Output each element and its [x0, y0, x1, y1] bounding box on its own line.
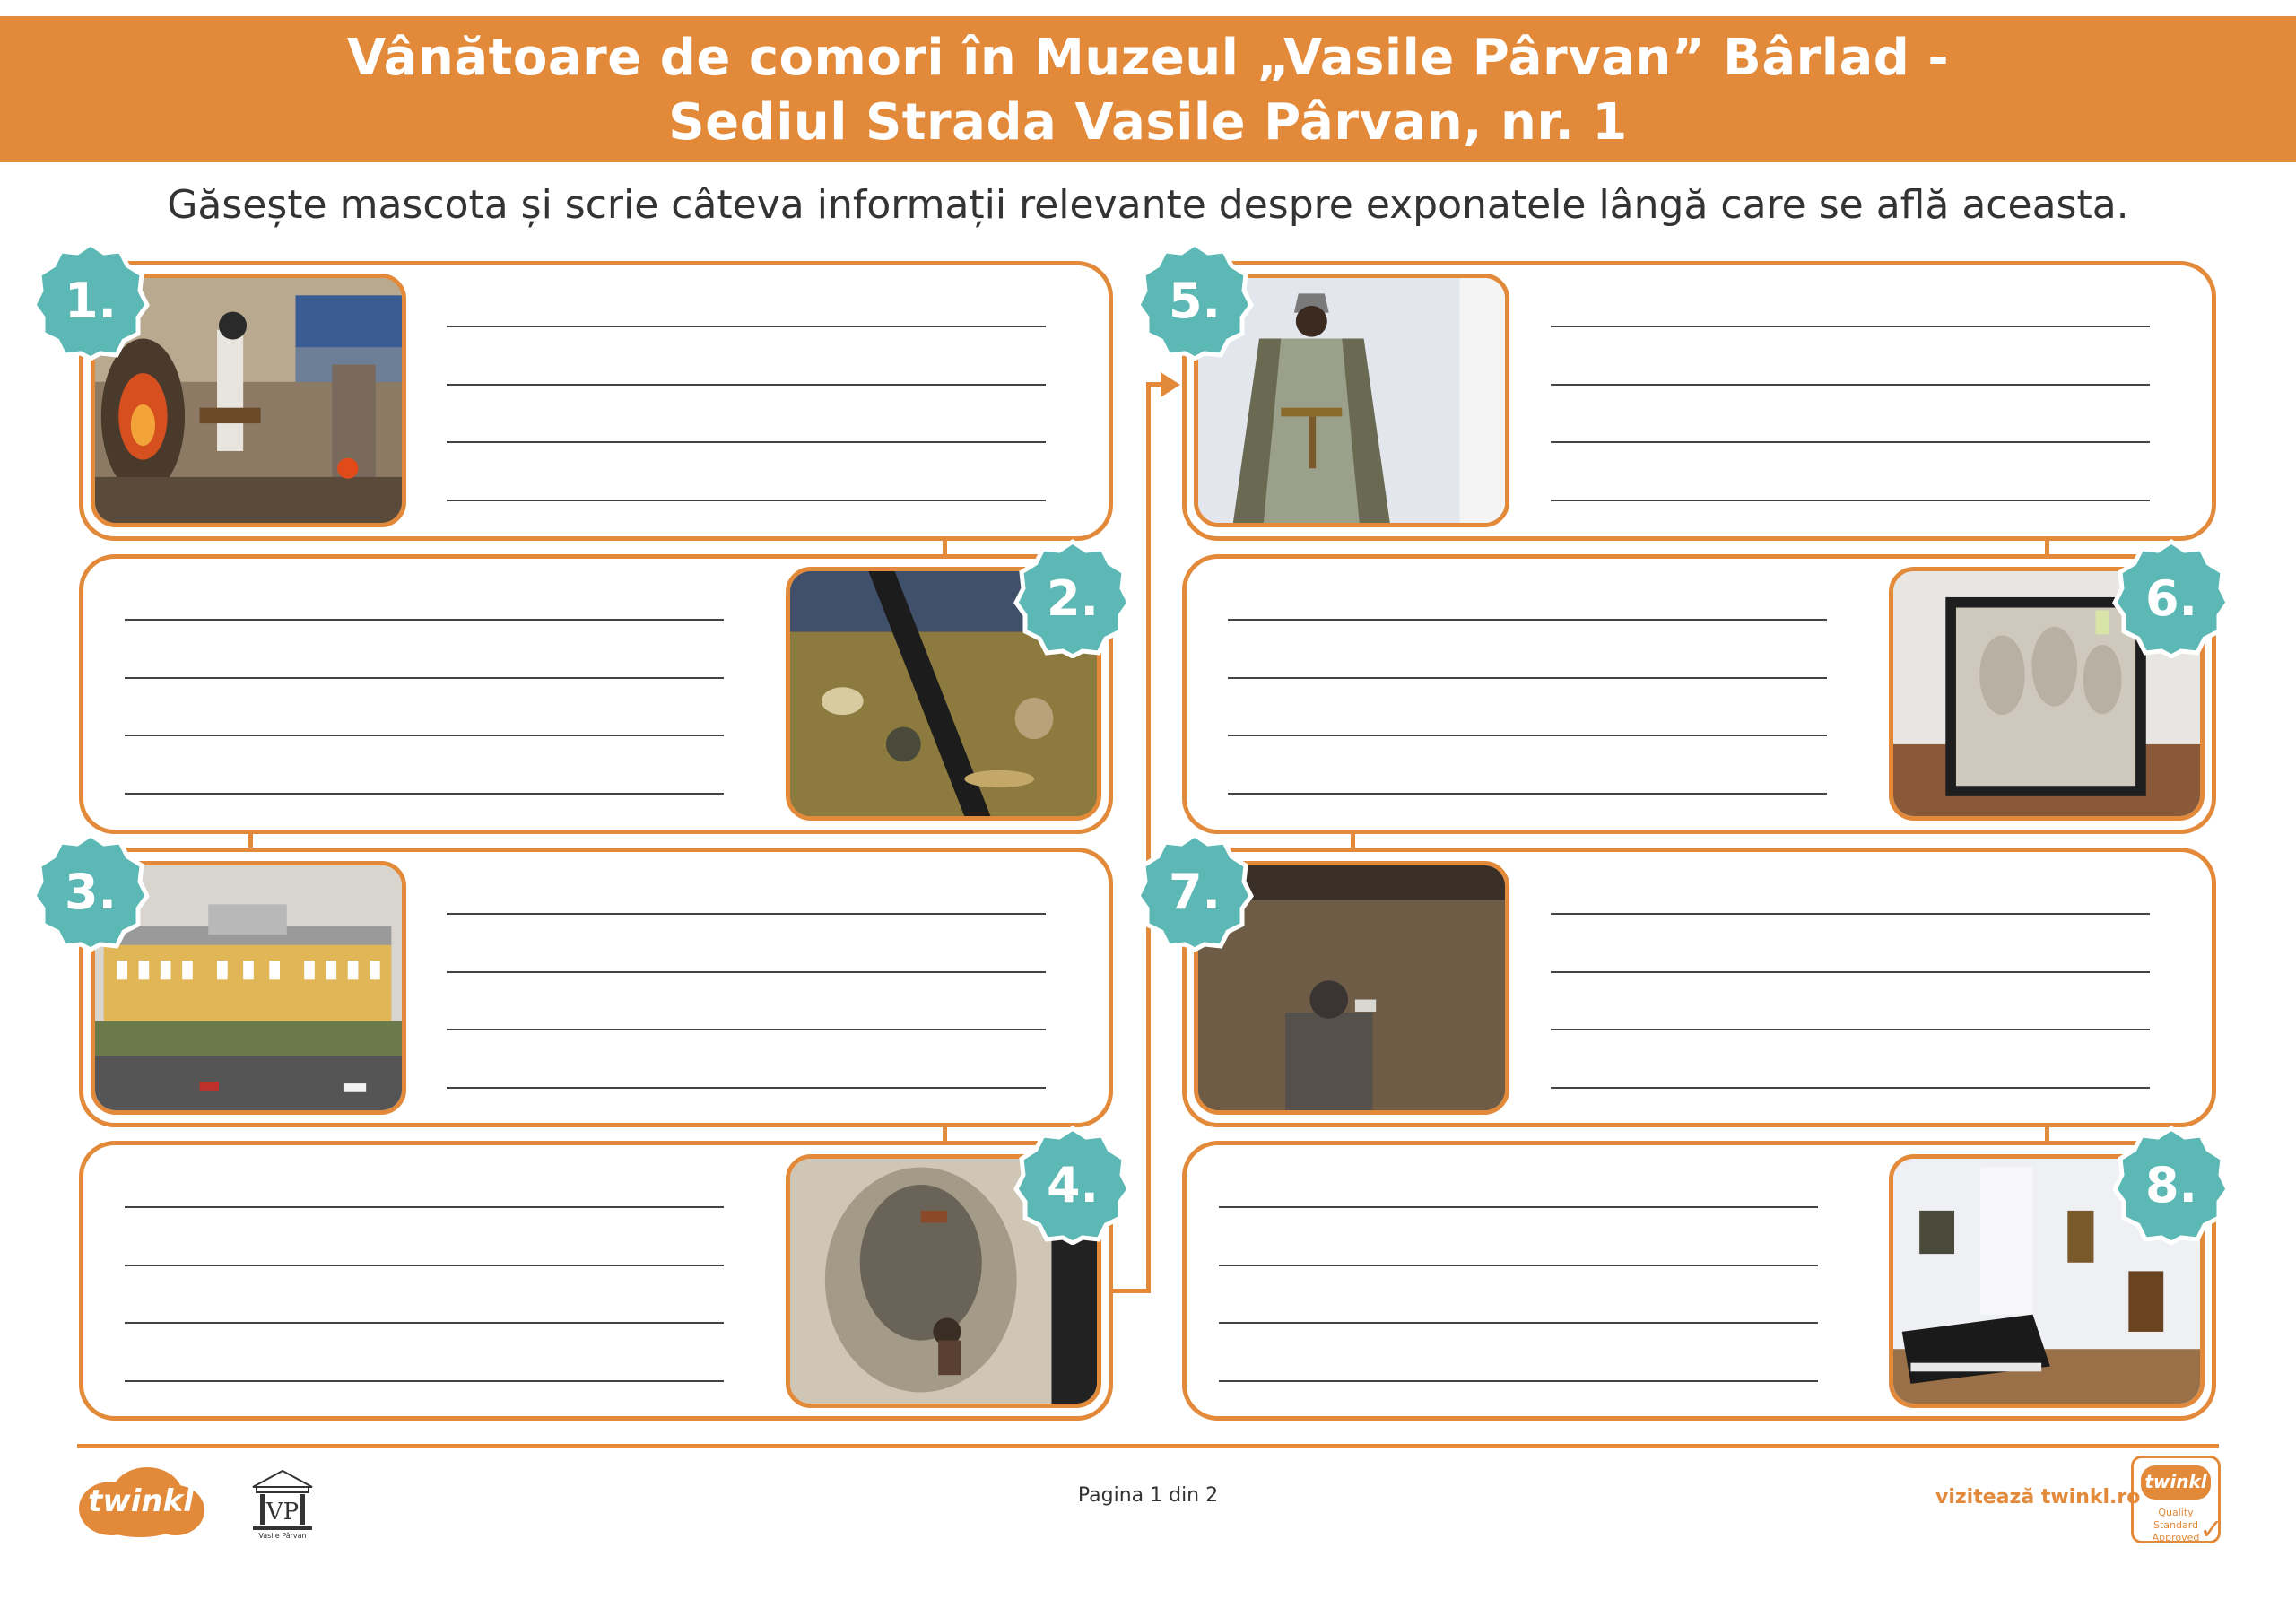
title-line-1: Vânătoare de comori în Muzeul „Vasile Pârvan” Bârlad -: [346, 29, 1950, 87]
write-line: [125, 1206, 724, 1208]
badge-8: [2111, 1125, 2231, 1245]
badge-number-2: 2.: [1046, 570, 1100, 627]
write-line: [1551, 1029, 2150, 1030]
title-line-2: Sediul Strada Vasile Pârvan, nr. 1: [668, 93, 1628, 152]
write-line: [1228, 677, 1827, 679]
badge-5: [1135, 240, 1255, 361]
write-line: [125, 619, 724, 621]
write-line: [1551, 326, 2150, 327]
quality-badge-text: Quality Standard Approved: [2152, 1507, 2200, 1543]
write-line: [125, 735, 724, 736]
badge-number-4: 4.: [1046, 1157, 1100, 1213]
badge-number-5: 5.: [1168, 273, 1222, 329]
arrow-right-icon: [1161, 372, 1180, 397]
write-line: [1551, 500, 2150, 501]
badge-3: [30, 831, 151, 952]
write-line: [447, 500, 1046, 501]
write-line: [447, 1029, 1046, 1030]
badge-number-6: 6.: [2144, 570, 2198, 627]
page-number: Pagina 1 din 2: [1077, 1484, 1219, 1507]
visit-link[interactable]: vizitează twinkl.ro: [1935, 1486, 2141, 1508]
badge-number-7: 7.: [1168, 864, 1222, 920]
instruction-text: Găsește mascota și scrie câteva informații relevante despre exponatele lângă care se află aceasta.: [167, 182, 2129, 228]
checkmark-icon: ✓: [2199, 1512, 2223, 1546]
write-line: [447, 913, 1046, 915]
twinkl-logo-text: twinkl: [88, 1483, 194, 1519]
write-line: [1551, 441, 2150, 443]
write-line: [447, 384, 1046, 386]
write-line: [447, 441, 1046, 443]
write-line: [447, 971, 1046, 973]
svg-text:VP: VP: [265, 1499, 300, 1526]
badge-number-8: 8.: [2144, 1157, 2198, 1213]
write-line: [447, 326, 1046, 327]
write-line: [1228, 619, 1827, 621]
write-line: [125, 1265, 724, 1266]
svg-text:Vasile Pârvan: Vasile Pârvan: [258, 1532, 307, 1540]
write-line: [1551, 1087, 2150, 1089]
connector-4-5-h1: [1113, 1289, 1151, 1293]
badge-7: [1135, 831, 1255, 952]
write-line: [125, 1380, 724, 1382]
write-line: [1551, 971, 2150, 973]
write-line: [1219, 1206, 1818, 1208]
title-banner: [0, 16, 2296, 162]
badge-6: [2111, 538, 2231, 658]
badge-number-1: 1.: [64, 273, 117, 329]
write-line: [125, 793, 724, 795]
badge-4: [1013, 1125, 1133, 1245]
write-line: [1219, 1322, 1818, 1324]
write-line: [125, 1322, 724, 1324]
quality-badge-logo: twinkl: [2141, 1465, 2211, 1500]
quality-badge: [2131, 1456, 2223, 1546]
badge-number-3: 3.: [64, 864, 117, 920]
footer-divider: [77, 1444, 2219, 1448]
write-line: [447, 1087, 1046, 1089]
write-line: [1219, 1265, 1818, 1266]
badge-2: [1013, 538, 1133, 658]
write-line: [1228, 793, 1827, 795]
write-line: [125, 677, 724, 679]
badge-1: [30, 240, 151, 361]
write-line: [1219, 1380, 1818, 1382]
write-line: [1551, 913, 2150, 915]
write-line: [1551, 384, 2150, 386]
write-line: [1228, 735, 1827, 736]
